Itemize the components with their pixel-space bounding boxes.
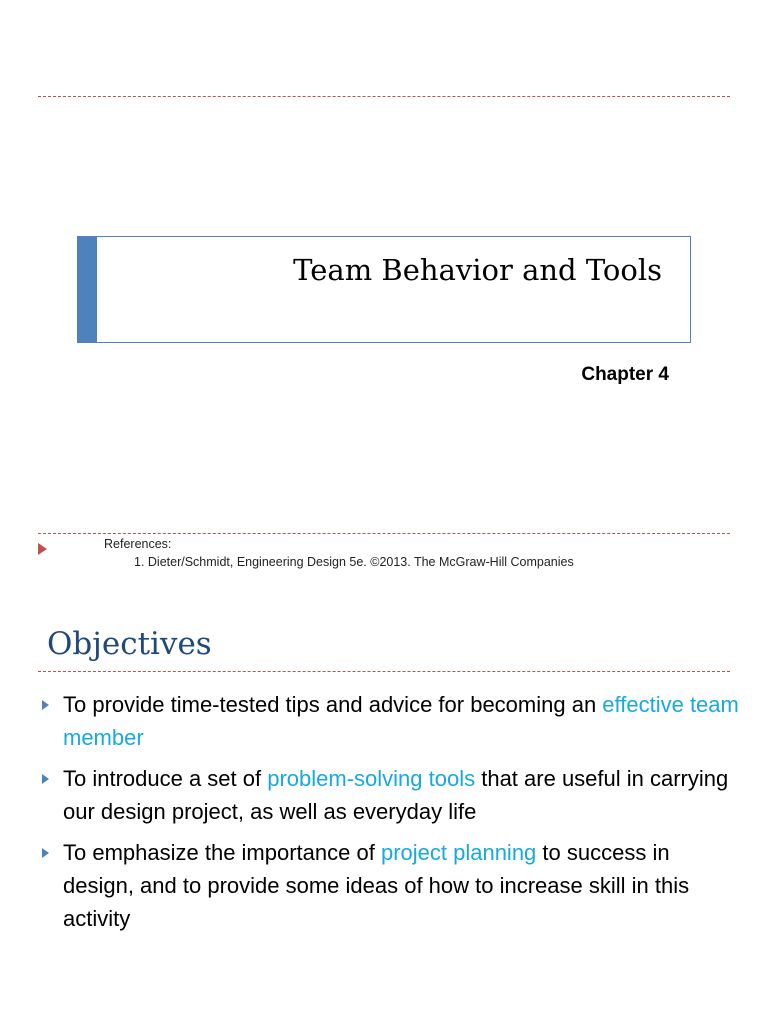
triangle-bullet-icon xyxy=(42,774,49,784)
objective-item xyxy=(40,762,740,828)
objective-text: To introduce a set of xyxy=(63,766,268,791)
objective-text: that are useful in carrying our design project, as well as everyday life xyxy=(63,766,729,824)
references-divider xyxy=(38,533,730,534)
chapter-label: Chapter 4 xyxy=(581,364,669,385)
top-divider xyxy=(38,96,730,97)
slide-title: Team Behavior and Tools xyxy=(293,253,662,287)
objectives-title: Objectives xyxy=(47,626,212,662)
objective-text: To emphasize the importance of xyxy=(63,840,381,865)
objective-text: to success in design, and to provide some ideas of how to increase skill in this activity xyxy=(63,840,690,931)
objective-item xyxy=(40,688,740,754)
objective-text: To provide time-tested tips and advice for becoming an xyxy=(63,692,603,717)
title-box xyxy=(77,236,691,343)
objective-highlight: effective team member xyxy=(63,692,739,750)
references-heading: References: xyxy=(104,537,172,551)
objective-item xyxy=(40,836,740,935)
triangle-bullet-icon xyxy=(38,543,47,555)
objectives-list xyxy=(40,688,740,943)
objective-highlight: problem-solving tools xyxy=(267,766,476,791)
objective-highlight: project planning xyxy=(380,840,537,865)
title-accent-bar xyxy=(78,237,97,342)
objectives-divider xyxy=(38,671,730,672)
triangle-bullet-icon xyxy=(42,700,49,710)
triangle-bullet-icon xyxy=(42,848,49,858)
reference-item: 1. Dieter/Schmidt, Engineering Design 5e. ©2013. The McGraw-Hill Companies xyxy=(134,555,574,569)
